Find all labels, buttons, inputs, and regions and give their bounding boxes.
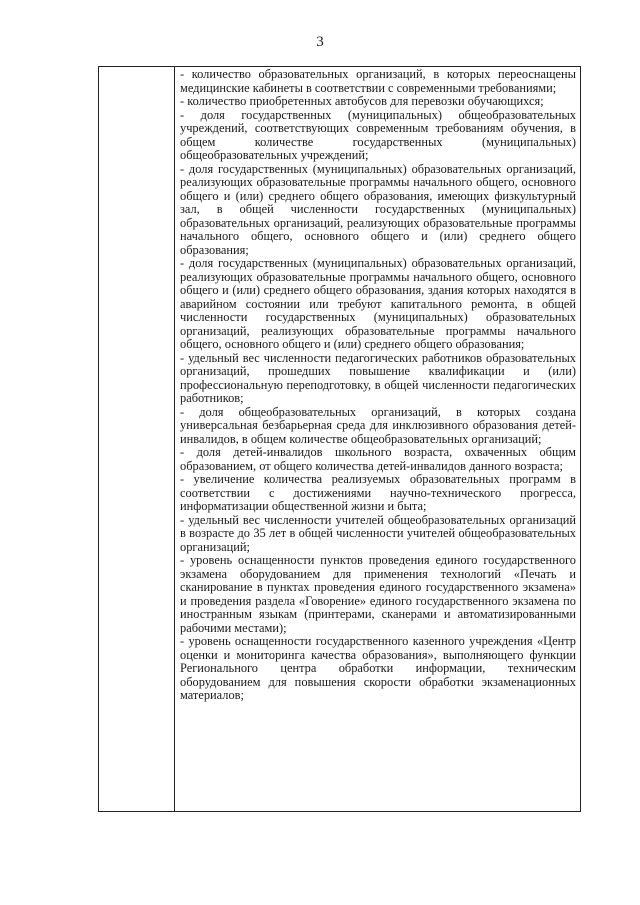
indicator-item: - доля детей-инвалидов школьного возраста, охваченных общим образованием, от общего количества детей-инвалидов данного возраста; [180, 445, 576, 473]
indicator-item: - доля государственных (муниципальных) образовательных организаций, реализующих образовательные программы начального общего, основного общего и (или) среднего общего образования, здания которых находятся в аварийном состоянии или требуют капитального ремонта, в общей численности государственных (муниципальных) образовательных организаций, реализующих образовательные программы начального общего, основного общего и (или) среднего общего образования; [180, 256, 576, 351]
indicator-item: - удельный вес численности учителей общеобразовательных организаций в возрасте до 35 лет в общей численности учителей общеобразовательных организаций; [180, 512, 576, 554]
indicators-table [98, 66, 581, 812]
indicator-item: - уровень оснащенности государственного казенного учреждения «Центр оценки и мониторинга качества образования», выполняющего функции Регионального центра обработки информации, техническим оборудованием для повышения скорости обработки экзаменационных материалов; [180, 634, 576, 702]
indicator-item: - доля государственных (муниципальных) образовательных организаций, реализующих образовательные программы начального общего, основного общего и (или) среднего общего образования, имеющих физкультурный зал, в общей численности государственных (муниципальных) образовательных организаций, реализующих образовательные программы начального общего, основного общего и (или) среднего общего образования; [180, 161, 576, 257]
indicator-item: - уровень оснащенности пунктов проведения единого государственного экзамена оборудованием для применения технологий «Печать и сканирование в пунктах проведения единого государственного экзамена» и проведения раздела «Говорение» единого государственного экзамена по иностранным языкам (принтерами, сканерами и автоматизированными рабочими местами); [180, 553, 576, 635]
indicator-item: - доля государственных (муниципальных) общеобразовательных учреждений, соответствующих современным требованиям обучения, в общем количестве государственных (муниципальных) общеобразовательных учреждений; [180, 107, 576, 162]
indicator-item: - количество образовательных организаций, в которых переоснащены медицинские кабинеты в соответствии с современными требованиями; [180, 67, 576, 95]
indicator-item: - количество приобретенных автобусов для перевозки обучающихся; [180, 94, 544, 108]
table-right-column [176, 67, 580, 811]
page-number: 3 [316, 34, 324, 50]
indicator-item: - доля общеобразовательных организаций, в которых создана универсальная безбарьерная среда для инклюзивного образования детей-инвалидов, в общем количестве общеобразовательных организаций; [180, 404, 576, 446]
table-left-column [99, 67, 175, 811]
indicator-item: - увеличение количества реализуемых образовательных программ в соответствии с достижениями научно-технического прогресса, информатизации общественной жизни и быта; [180, 472, 576, 513]
indicator-item: - удельный вес численности педагогических работников образовательных организаций, прошедших повышение квалификации и (или) профессиональную переподготовку, в общей численности педагогических работников; [180, 350, 576, 405]
